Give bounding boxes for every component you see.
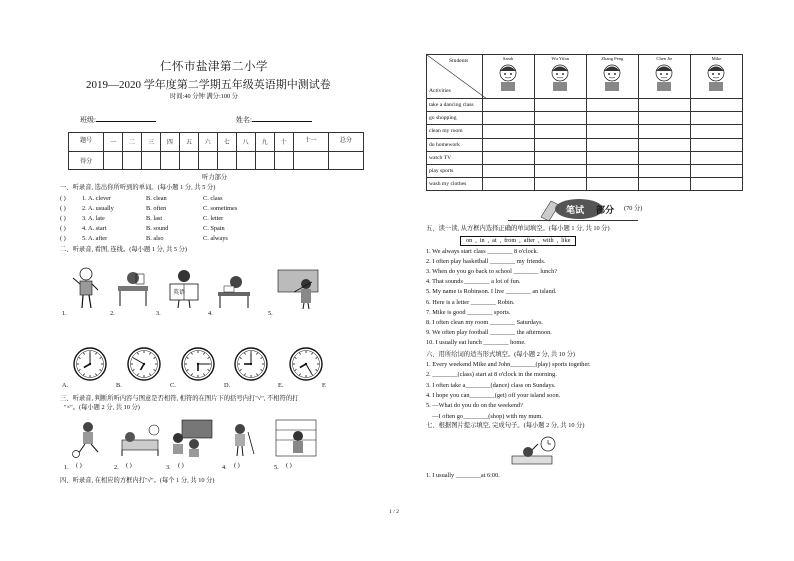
answer-bracket: ( ) bbox=[76, 462, 82, 469]
shop-picture bbox=[274, 418, 318, 458]
table-row bbox=[427, 112, 743, 125]
student-header-cell bbox=[586, 55, 638, 99]
activity-label: take a dancing class bbox=[427, 99, 483, 112]
score-row-label: 得分 bbox=[69, 151, 104, 170]
word-form-question: 3. I often take a________(dance) class on Sundays. bbox=[426, 381, 556, 389]
word-bank-item: from bbox=[504, 237, 517, 244]
checkbox-cell[interactable] bbox=[482, 178, 534, 191]
section7-title: 七、根据图片提示填空, 完成句子。(每小题 2 分, 共 10 分) bbox=[426, 422, 585, 429]
written-badge: 笔试 bbox=[566, 206, 585, 216]
score-header-cell: 四 bbox=[160, 133, 179, 152]
word-form-question: —I often go________(shop) with my mum. bbox=[426, 412, 543, 420]
picture-number: 4. bbox=[222, 464, 227, 471]
score-blank-cell bbox=[142, 151, 161, 170]
picture-number: 2. bbox=[110, 310, 115, 317]
clock-icon bbox=[180, 346, 216, 382]
answer-bracket: ( ) bbox=[60, 225, 66, 232]
score-header-cell: 七 bbox=[217, 133, 236, 152]
option-c: C. Spain bbox=[203, 225, 225, 232]
student-portrait-icon bbox=[547, 62, 573, 92]
checkbox-cell[interactable] bbox=[534, 151, 586, 164]
word-bank-box: on , in , at , from , after , with , like bbox=[460, 236, 576, 246]
word-form-question: 1. Every weekend Mike and John________(play) sports together. bbox=[426, 361, 591, 368]
checkbox-cell[interactable] bbox=[534, 138, 586, 151]
student-header-cell bbox=[690, 55, 742, 99]
word-form-question: 2. ________(class) start at 8 o'clock in the morning. bbox=[426, 371, 557, 379]
word-bank-item: like bbox=[561, 237, 571, 244]
option-a: 5. A. after bbox=[82, 235, 108, 242]
section6-title: 六、用所给词的适当形式填空。(每小题 2 分, 共 10 分) bbox=[426, 351, 576, 358]
word-bank-item: at bbox=[492, 237, 497, 244]
picture-number: 5. bbox=[268, 310, 273, 317]
option-b: B. last bbox=[146, 215, 163, 222]
checkbox-cell[interactable] bbox=[638, 164, 690, 177]
checkbox-cell[interactable] bbox=[586, 125, 638, 138]
clock-option-label: B. bbox=[116, 382, 122, 389]
kid-sweeping-picture bbox=[224, 422, 260, 458]
checkbox-cell[interactable] bbox=[586, 151, 638, 164]
header-students: Students bbox=[449, 58, 469, 64]
student-header-cell bbox=[638, 55, 690, 99]
score-header-cell: 题号 bbox=[69, 133, 104, 152]
clock-icon bbox=[288, 346, 324, 382]
kids-classroom-picture bbox=[170, 418, 216, 458]
section7-item1: 1. I usually ________at 6:00. bbox=[426, 472, 500, 479]
option-c: C. letter bbox=[203, 215, 224, 222]
score-header-cell: 三 bbox=[142, 133, 161, 152]
fill-blank-question: 6. Here is a letter ________ Robin. bbox=[426, 298, 515, 306]
section3-title: 三、听录音, 判断所听内容与图意是否相符, 相符的在图片下的括号内打"√", 不相符的打 bbox=[60, 395, 299, 402]
kid-in-bed-picture bbox=[120, 424, 162, 458]
option-b: B. also bbox=[146, 235, 164, 242]
checkbox-cell[interactable] bbox=[586, 99, 638, 112]
score-header-cell: 二 bbox=[123, 133, 142, 152]
written-score: (70 分) bbox=[624, 205, 643, 212]
checkbox-cell[interactable] bbox=[638, 138, 690, 151]
checkbox-cell[interactable] bbox=[586, 112, 638, 125]
fill-blank-question: 2. I often play basketball ________ my friends. bbox=[426, 258, 546, 266]
option-a: 3. A. late bbox=[82, 215, 105, 222]
option-c: C. sometimes bbox=[203, 205, 238, 212]
table-row bbox=[427, 99, 743, 112]
written-label: 部分 bbox=[596, 206, 615, 216]
student-name: Chen Jie bbox=[656, 56, 673, 61]
checkbox-cell[interactable] bbox=[638, 112, 690, 125]
student-portrait-icon bbox=[703, 62, 729, 92]
checkbox-cell[interactable] bbox=[534, 99, 586, 112]
word-bank-item: on bbox=[466, 237, 473, 244]
section5-title: 五、读一读, 从方框内选择正确的单词填空。(每小题 1 分, 共 10 分) bbox=[426, 225, 610, 232]
activity-label: wash my clothes bbox=[427, 178, 483, 191]
checkbox-cell[interactable] bbox=[690, 99, 742, 112]
svg-text:英语: 英语 bbox=[173, 289, 186, 296]
student-portrait-icon bbox=[495, 62, 521, 92]
class-label: 班级: bbox=[80, 116, 156, 125]
checkbox-cell[interactable] bbox=[690, 138, 742, 151]
score-blank-cell bbox=[255, 151, 274, 170]
answer-bracket: ( ) bbox=[286, 462, 292, 469]
checkbox-cell[interactable] bbox=[586, 138, 638, 151]
answer-bracket: ( ) bbox=[126, 462, 132, 469]
activity-label: clean my room bbox=[427, 125, 483, 138]
word-form-question: 4. I hope you can________(get) off your island soon. bbox=[426, 391, 561, 399]
activities-table bbox=[426, 54, 743, 191]
answer-bracket: ( ) bbox=[60, 205, 66, 212]
score-blank-cell bbox=[179, 151, 198, 170]
score-header-cell: 九 bbox=[255, 133, 274, 152]
checkbox-cell[interactable] bbox=[690, 125, 742, 138]
checkbox-cell[interactable] bbox=[482, 138, 534, 151]
score-blank-cell bbox=[274, 151, 293, 170]
fill-blank-question: 5. My name is Robinson. I live ________ an island. bbox=[426, 288, 557, 296]
student-name: Sarah bbox=[502, 56, 514, 61]
checkbox-cell[interactable] bbox=[638, 151, 690, 164]
fill-blank-question: 1. We always start class ________ 8 o'clock. bbox=[426, 248, 539, 255]
score-blank-cell bbox=[160, 151, 179, 170]
answer-bracket: ( ) bbox=[60, 195, 66, 202]
checkbox-cell[interactable] bbox=[482, 112, 534, 125]
checkbox-cell[interactable] bbox=[534, 125, 586, 138]
score-blank-cell bbox=[217, 151, 236, 170]
checkbox-cell[interactable] bbox=[482, 125, 534, 138]
score-blank-cell bbox=[104, 151, 123, 170]
checkbox-cell[interactable] bbox=[638, 125, 690, 138]
option-b: B. clean bbox=[146, 195, 167, 202]
checkbox-cell[interactable] bbox=[638, 178, 690, 191]
girl-writing-picture bbox=[214, 272, 254, 310]
section4-title: 四、听录音, 在相应的方框内打"√"。(每个 1 分, 共 10 分) bbox=[60, 477, 215, 484]
section1-title: 一、听录音, 选出你所听到的单词。(每小题 1 分, 共 5 分) bbox=[60, 184, 216, 191]
student-portrait-icon bbox=[599, 62, 625, 92]
option-c: C. class bbox=[203, 195, 223, 202]
checkbox-cell[interactable] bbox=[690, 164, 742, 177]
picture-number: 2. bbox=[114, 464, 119, 471]
fill-blank-question: 3. When do you go back to school ________ lunch? bbox=[426, 268, 558, 276]
score-blank-cell bbox=[293, 151, 328, 170]
student-name: Zhang Peng bbox=[601, 56, 624, 61]
answer-bracket: ( ) bbox=[178, 462, 184, 469]
score-header-cell: 总分 bbox=[328, 133, 363, 152]
fill-blank-question: 8. I often clean my room ________ Saturdays. bbox=[426, 318, 543, 326]
table-corner-cell bbox=[427, 55, 483, 99]
table-row bbox=[427, 178, 743, 191]
clock-option-label: C. bbox=[170, 382, 176, 389]
answer-bracket: ( ) bbox=[60, 215, 66, 222]
time-info: 时间:40 分钟 满分:100 分 bbox=[170, 93, 239, 100]
checkbox-cell[interactable] bbox=[690, 178, 742, 191]
student-name: Wu Yifan bbox=[551, 56, 570, 61]
table-row bbox=[427, 164, 743, 177]
checkbox-cell[interactable] bbox=[534, 164, 586, 177]
option-a: 2. A. usually bbox=[82, 205, 114, 212]
school-name: 仁怀市盐津第二小学 bbox=[160, 61, 268, 73]
score-header-cell: 十 bbox=[274, 133, 293, 152]
table-row bbox=[427, 138, 743, 151]
score-blank-cell bbox=[236, 151, 255, 170]
table-row bbox=[427, 125, 743, 138]
clock-icon bbox=[72, 346, 108, 382]
clock-option-label: A. bbox=[62, 382, 69, 389]
section3-title-line2: "×"。(每小题 2 分, 共 10 分) bbox=[64, 404, 140, 411]
score-header-cell: 五 bbox=[179, 133, 198, 152]
fill-blank-question: 10. I usually eat lunch ________ home. bbox=[426, 338, 526, 346]
activity-label: play sports bbox=[427, 164, 483, 177]
option-b: B. often bbox=[146, 205, 167, 212]
checkbox-cell[interactable] bbox=[586, 164, 638, 177]
boy-violin-picture bbox=[276, 268, 320, 310]
table-row bbox=[427, 151, 743, 164]
option-a: 1. A. clever bbox=[82, 195, 112, 202]
word-bank-item: after bbox=[523, 237, 536, 244]
score-blank-cell bbox=[198, 151, 217, 170]
student-name: Mike bbox=[711, 56, 722, 61]
checkbox-cell[interactable] bbox=[482, 151, 534, 164]
word-form-question: 5. —What do you do on the weekend? bbox=[426, 402, 523, 410]
activity-label: go shopping bbox=[427, 112, 483, 125]
boy-waking-up-picture bbox=[510, 436, 562, 472]
activity-label: watch TV bbox=[427, 151, 483, 164]
girl-reading-picture bbox=[164, 268, 204, 310]
clock-option-label: E. bbox=[278, 382, 284, 389]
option-a: 4. A. start bbox=[82, 225, 107, 232]
exam-title: 2019—2020 学年度第二学期五年级英语期中测试卷 bbox=[86, 79, 331, 91]
picture-number: 3. bbox=[166, 464, 171, 471]
fill-blank-question: 4. That sounds ________ a lot of fun. bbox=[426, 278, 521, 286]
clock-icon bbox=[233, 346, 269, 382]
fill-blank-question: 9. We often play football ________ the afternoon. bbox=[426, 328, 552, 336]
student-portrait-icon bbox=[651, 62, 677, 92]
score-header-cell: 十一 bbox=[293, 133, 328, 152]
checkbox-cell[interactable] bbox=[690, 112, 742, 125]
score-table bbox=[68, 132, 364, 170]
checkbox-cell[interactable] bbox=[482, 99, 534, 112]
word-bank-item: with bbox=[542, 237, 554, 244]
checkbox-cell[interactable] bbox=[534, 178, 586, 191]
score-blank-cell bbox=[123, 151, 142, 170]
checkbox-cell[interactable] bbox=[690, 151, 742, 164]
score-blank-cell bbox=[328, 151, 363, 170]
boy-soccer-picture bbox=[70, 420, 110, 458]
student-header-cell bbox=[482, 55, 534, 99]
boy-waving-picture bbox=[70, 266, 104, 310]
checkbox-cell[interactable] bbox=[586, 178, 638, 191]
name-label: 姓名: bbox=[236, 116, 312, 125]
clock-icon bbox=[126, 346, 162, 382]
picture-number: 3. bbox=[156, 310, 161, 317]
header-activities: Activities bbox=[429, 88, 451, 94]
student-header-cell bbox=[534, 55, 586, 99]
score-header-cell: 一 bbox=[104, 133, 123, 152]
page-number: 1 / 2 bbox=[389, 509, 399, 515]
option-b: B. sound bbox=[146, 225, 169, 232]
clock-option-label: F. bbox=[322, 382, 327, 389]
score-header-cell: 六 bbox=[198, 133, 217, 152]
picture-number: 1. bbox=[64, 464, 69, 471]
option-c: C. always bbox=[203, 235, 228, 242]
listening-section-title: 听力部分 bbox=[202, 174, 228, 181]
checkbox-cell[interactable] bbox=[482, 164, 534, 177]
picture-number: 5. bbox=[274, 464, 279, 471]
written-divider bbox=[508, 220, 638, 221]
checkbox-cell[interactable] bbox=[534, 112, 586, 125]
checkbox-cell[interactable] bbox=[638, 99, 690, 112]
kid-at-desk-picture bbox=[116, 270, 152, 310]
answer-bracket: ( ) bbox=[234, 462, 240, 469]
answer-bracket: ( ) bbox=[60, 235, 66, 242]
clock-option-label: D. bbox=[224, 382, 231, 389]
activity-label: do homework bbox=[427, 138, 483, 151]
word-bank-item: in bbox=[479, 237, 485, 244]
section2-title: 二、听录音, 看图, 连线。(每小题 1 分, 共 5 分) bbox=[60, 246, 187, 253]
fill-blank-question: 7. Mike is good ________ sports. bbox=[426, 308, 511, 316]
score-header-cell: 八 bbox=[236, 133, 255, 152]
picture-number: 1. bbox=[62, 310, 67, 317]
picture-number: 4. bbox=[208, 310, 213, 317]
